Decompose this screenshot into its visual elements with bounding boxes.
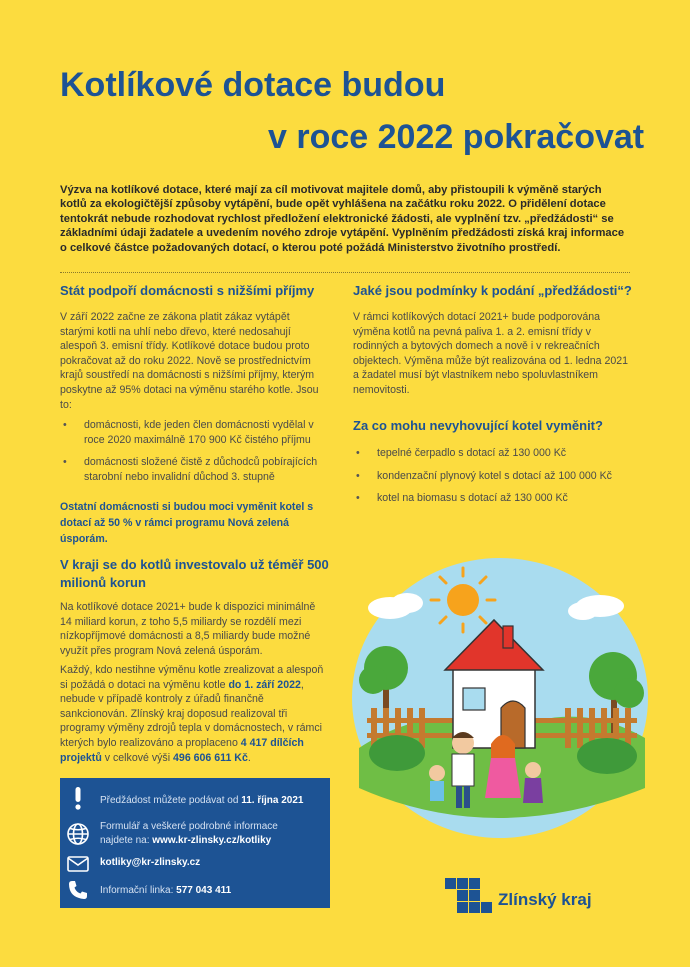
deadline-text-b: , nebude v případě kontroly z úřadů finančně sankcionován. Zlínský kraj doposud realizoval tři programy výměny zdrojů tepla v domácnostech, v rámci kterých bylo realizováno a proplaceno [60, 678, 323, 749]
family-house-illustration [345, 548, 655, 853]
exclamation-icon [66, 786, 90, 810]
website-text [100, 820, 278, 847]
paragraph-ban-info: V září 2022 začne ze zákona platit zákaz vytápět starými kotli na uhlí nebo dřevo, které nedosahují alespoň 3. emisní třídy. Kotlíkové dotace budou proto pokračovat až do roku 2022. Nově se prostřednictvím krajů soustředí na domácnosti s nižšími příjmy, kterým poskytne až 95% dotaci na výměnu starého kotle. Jsou to: [60, 311, 319, 411]
heading-investment: V kraji se do kotlů investovalo už téměř 500 milionů korun [60, 557, 329, 590]
eligible-households-list [60, 418, 332, 492]
intro-paragraph: Výzva na kotlíkové dotace, které mají za cíl motivovat majitele domů, aby přistoupili k výměně starých kotlů za ekologičtější způsoby vytápění, bude opět vyhlášena na začátku roku 2022. O přidělení dotace tentokrát nebude rozhodovat rychlost předložení elektronické žádosti, ale vyplnění tzv. „předžádosti“ se základními údaji žadatele a uvedením nového zdroje vytápění. Vyplněním předžádosti získá kraj informace o celkové částce požadovaných dotací, o kterou poté požádá Ministerstvo životního prostředí. [60, 184, 625, 254]
email-link[interactable]: kotliky@kr-zlinsky.cz [100, 857, 201, 868]
deadline-date: do 1. září 2022 [228, 678, 301, 691]
heading-replacement-options: Za co mohu nevyhovující kotel vyměnit? [353, 418, 603, 433]
deadline-text [100, 794, 303, 808]
info-box [60, 778, 330, 908]
total-sum: 496 606 611 Kč [173, 751, 248, 764]
paragraph-deadline [60, 663, 330, 765]
page-title-line-1: Kotlíkové dotace budou [60, 66, 446, 104]
replacement-options-list [353, 446, 643, 514]
website-line [100, 834, 278, 848]
note-other-households: Ostatní domácnosti si budou moci vyměnit kotel s dotací až 50 % v rámci programu Nová zelená úsporám. [60, 501, 314, 545]
globe-icon [66, 822, 90, 846]
deadline-label: Předžádost můžete podávat od [100, 795, 242, 806]
deadline-text-a: Každý, kdo nestihne výměnu kotle zrealizovat a alespoň si požádá o dotaci na výměnu kotle [60, 664, 324, 691]
paragraph-funding: Na kotlíkové dotace 2021+ bude k dispozici minimálně 14 miliard korun, z toho 5,5 miliardy se rozdělí mezi nízkopříjmové domácnosti a 8,5 miliardy bude možné využít přes program Nová zelená úsporám. [60, 601, 316, 657]
phone-number: 577 043 411 [176, 885, 232, 896]
deadline-text-c: v celkové výši [101, 751, 174, 764]
list-item: • domácnosti, kde jeden člen domácnosti vydělal v roce 2020 maximálně 170 900 Kč čistého příjmu [60, 418, 332, 447]
heading-conditions: Jaké jsou podmínky k podání „předžádosti“? [353, 283, 632, 298]
deadline-text-end: . [247, 751, 251, 764]
list-item: • kondenzační plynový kotel s dotací až 100 000 Kč [353, 469, 643, 484]
website-label: Formulář a veškeré podrobné informace [100, 821, 278, 832]
phone-icon [66, 878, 90, 902]
website-prefix: najdete na: [100, 834, 153, 846]
page-title-line-2: v roce 2022 pokračovat [268, 118, 645, 156]
list-item: • tepelné čerpadlo s dotací až 130 000 Kč [353, 446, 643, 461]
project-count: 4 417 dílčích projektů [60, 736, 304, 764]
phone-label: Informační linka: [100, 885, 177, 896]
divider [60, 272, 630, 273]
heading-lower-income: Stát podpoří domácnosti s nižšími příjmy [60, 283, 315, 298]
phone-text [100, 884, 231, 898]
envelope-icon [66, 852, 90, 876]
website-link[interactable]: www.kr-zlinsky.cz/kotliky [152, 834, 272, 846]
list-item: • domácnosti složené čistě z důchodců pobírajících starobní nebo invalidní důchod 3. stupně [60, 455, 332, 484]
list-item: • kotel na biomasu s dotací až 130 000 Kč [353, 491, 643, 506]
logo-name: Zlínský kraj [498, 890, 592, 909]
paragraph-conditions: V rámci kotlíkových dotací 2021+ bude podporována výměna kotlů na pevná paliva 1. a 2. emisní třídy v rodinných a bytových domech a nově i v rekreačních objektech. Výměna může být realizována od 1. ledna 2021 a žadatel musí být vlastníkem nebo spoluvlastníkem nemovitosti. [353, 311, 629, 396]
application-start-date: 11. října 2021 [241, 795, 304, 806]
